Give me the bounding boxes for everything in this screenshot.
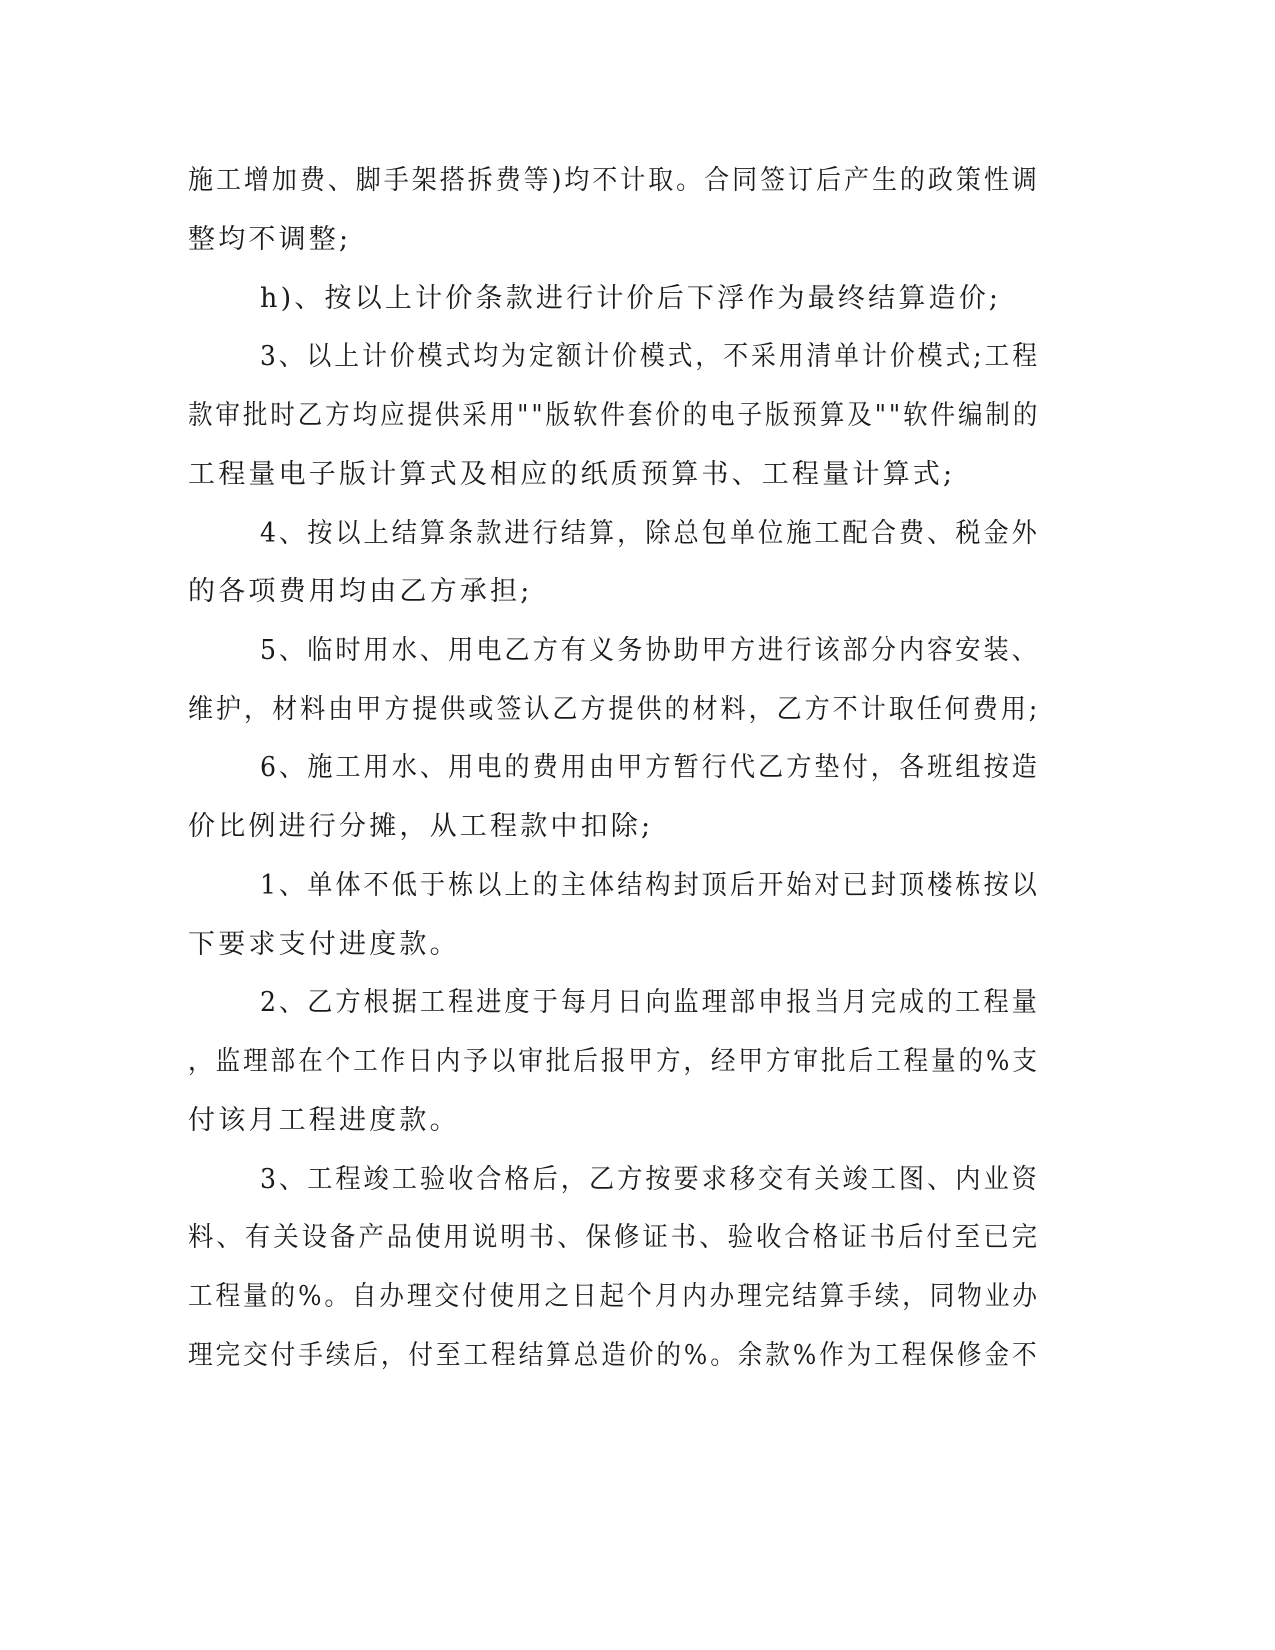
text-line: h)、按以上计价条款进行计价后下浮作为最终结算造价; [260, 283, 1002, 314]
text-line: 理完交付手续后，付至工程结算总造价的%。余款%作为工程保修金不 [188, 1340, 1040, 1371]
text-line: 工程量电子版计算式及相应的纸质预算书、工程量计算式; [188, 459, 956, 490]
text-line: 工程量的%。自办理交付使用之日起个月内办理完结算手续，同物业办 [188, 1281, 1040, 1312]
text-line: 价比例进行分摊，从工程款中扣除; [188, 811, 654, 842]
text-line: 整均不调整; [188, 224, 352, 255]
text-line: 的各项费用均由乙方承担; [188, 576, 533, 607]
text-line: 5、临时用水、用电乙方有义务协助甲方进行该部分内容安装、 [260, 635, 1040, 666]
text-line: 1、单体不低于栋以上的主体结构封顶后开始对已封顶楼栋按以 [260, 870, 1040, 901]
text-line: 6、施工用水、用电的费用由甲方暂行代乙方垫付，各班组按造 [260, 752, 1040, 783]
text-line: ，监理部在个工作日内予以审批后报甲方，经甲方审批后工程量的%支 [188, 1046, 1040, 1077]
text-line: 2、乙方根据工程进度于每月日向监理部申报当月完成的工程量 [260, 987, 1040, 1018]
text-line: 4、按以上结算条款进行结算，除总包单位施工配合费、税金外 [260, 518, 1040, 549]
text-line: 3、以上计价模式均为定额计价模式，不采用清单计价模式;工程 [260, 341, 1041, 372]
text-line: 维护，材料由甲方提供或签认乙方提供的材料，乙方不计取任何费用; [188, 694, 1041, 725]
text-line: 料、有关设备产品使用说明书、保修证书、验收合格证书后付至已完 [188, 1222, 1040, 1253]
text-line: 施工增加费、脚手架搭拆费等)均不计取。合同签订后产生的政策性调 [188, 165, 1040, 196]
text-line: 3、工程竣工验收合格后，乙方按要求移交有关竣工图、内业资 [260, 1164, 1040, 1195]
text-line: 下要求支付进度款。 [188, 929, 460, 960]
text-line: 款审批时乙方均应提供采用""版软件套价的电子版预算及""软件编制的 [188, 400, 1041, 431]
text-line: 付该月工程进度款。 [188, 1105, 460, 1136]
